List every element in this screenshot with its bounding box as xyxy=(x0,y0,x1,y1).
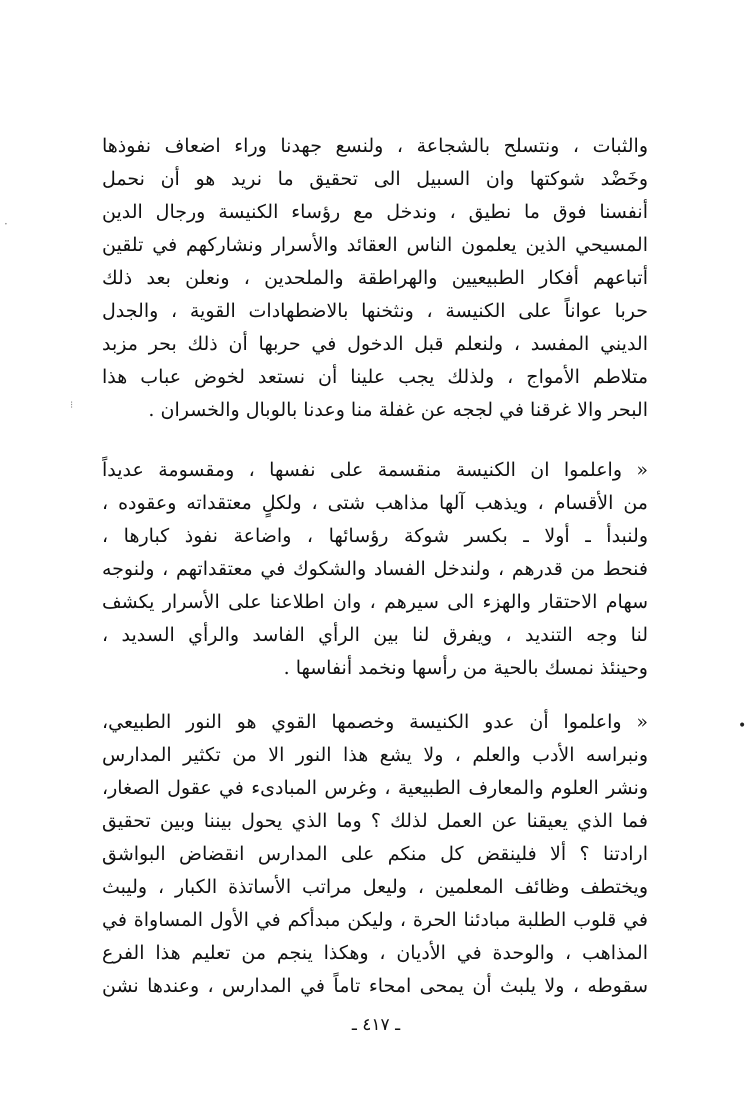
text-line: ولنبدأ ـ أولا ـ بكسر شوكة رؤسائها ، واضاعة نفوذ كبارها ، xyxy=(102,525,648,547)
text-line: ونشر العلوم والمعارف الطبيعية ، وغرس المبادىء في عقول الصغار، xyxy=(102,777,648,799)
margin-speck: ⁝ xyxy=(70,400,74,411)
text-line: ارادتنا ؟ ألا فلينقض كل منكم على المدارس انقضاض البواشق xyxy=(102,843,648,865)
page-number: ـ ٤١٧ ـ xyxy=(351,1015,401,1035)
text-line: حربا عواناً على الكنيسة ، ونثخنها بالاضطهادات القوية ، والجدل xyxy=(102,300,648,322)
text-line: البحر والا غرقنا في لججه عن غفلة منا وعدنا بالوبال والخسران . xyxy=(148,399,648,421)
text-line: سهام الاحتقار والهزء الى سيرهم ، وان اطلاعنا على الأسرار يكشف xyxy=(102,591,648,613)
text-line: من الأقسام ، ويذهب آلها مذاهب شتى ، ولكلٍ معتقداته وعقوده ، xyxy=(102,492,648,514)
text-line: أنفسنا فوق ما نطيق ، وندخل مع رؤساء الكنيسة ورجال الدين xyxy=(102,201,648,223)
text-line: في قلوب الطلبة مبادئنا الحرة ، وليكن مبدأكم في الأول المساواة في xyxy=(102,909,648,931)
text-line: والثبات ، ونتسلح بالشجاعة ، ولنسع جهدنا وراء اضعاف نفوذها xyxy=(102,135,648,157)
text-line: الديني المفسد ، ولنعلم قبل الدخول في حربها أن ذلك بحر مزبد xyxy=(102,333,648,355)
text-line: المذاهب ، والوحدة في الأديان ، وهكذا ينجم من تعليم هذا الفرع xyxy=(102,942,648,964)
margin-speck: · xyxy=(4,217,8,231)
margin-speck: • xyxy=(738,718,747,734)
text-line: سقوطه ، ولا يلبث أن يمحى امحاء تاماً في المدارس ، وعندها نشن xyxy=(102,975,648,997)
text-line: لنا وجه التنديد ، ويفرق لنا بين الرأي الفاسد والرأي السديد ، xyxy=(102,624,648,646)
text-line: « واعلموا أن عدو الكنيسة وخصمها القوي هو النور الطبيعي، xyxy=(102,711,648,733)
text-line: ونبراسه الأدب والعلم ، ولا يشع هذا النور الا من تكثير المدارس xyxy=(102,744,648,766)
text-line: متلاطم الأمواج ، ولذلك يجب علينا أن نستعد لخوض عباب هذا xyxy=(102,366,648,388)
text-line: وحينئذ نمسك بالحية من رأسها ونخمد أنفاسها . xyxy=(283,657,648,679)
text-line: « واعلموا ان الكنيسة منقسمة على نفسها ، ومقسومة عديداً xyxy=(102,459,648,481)
text-line: فنحط من قدرهم ، ولندخل الفساد والشكوك في معتقداتهم ، ولنوجه xyxy=(102,558,648,580)
paragraph-3 xyxy=(102,706,648,1003)
paragraph-2 xyxy=(102,454,648,685)
text-line: ويختطف وظائف المعلمين ، وليعل مراتب الأساتذة الكبار ، وليبث xyxy=(102,876,648,898)
text-line: وخَضْد شوكتها وان السبيل الى تحقيق ما نريد هو أن نحمل xyxy=(102,168,648,190)
paragraph-1 xyxy=(102,130,648,427)
text-line: فما الذي يعيقنا عن العمل لذلك ؟ وما الذي يحول بيننا وبين تحقيق xyxy=(102,810,648,832)
text-line: المسيحي الذين يعلمون الناس العقائد والأسرار ونشاركهم في تلقين xyxy=(102,234,648,256)
text-line: أتباعهم أفكار الطبيعيين والهراطقة والملحدين ، ونعلن بعد ذلك xyxy=(102,267,648,289)
